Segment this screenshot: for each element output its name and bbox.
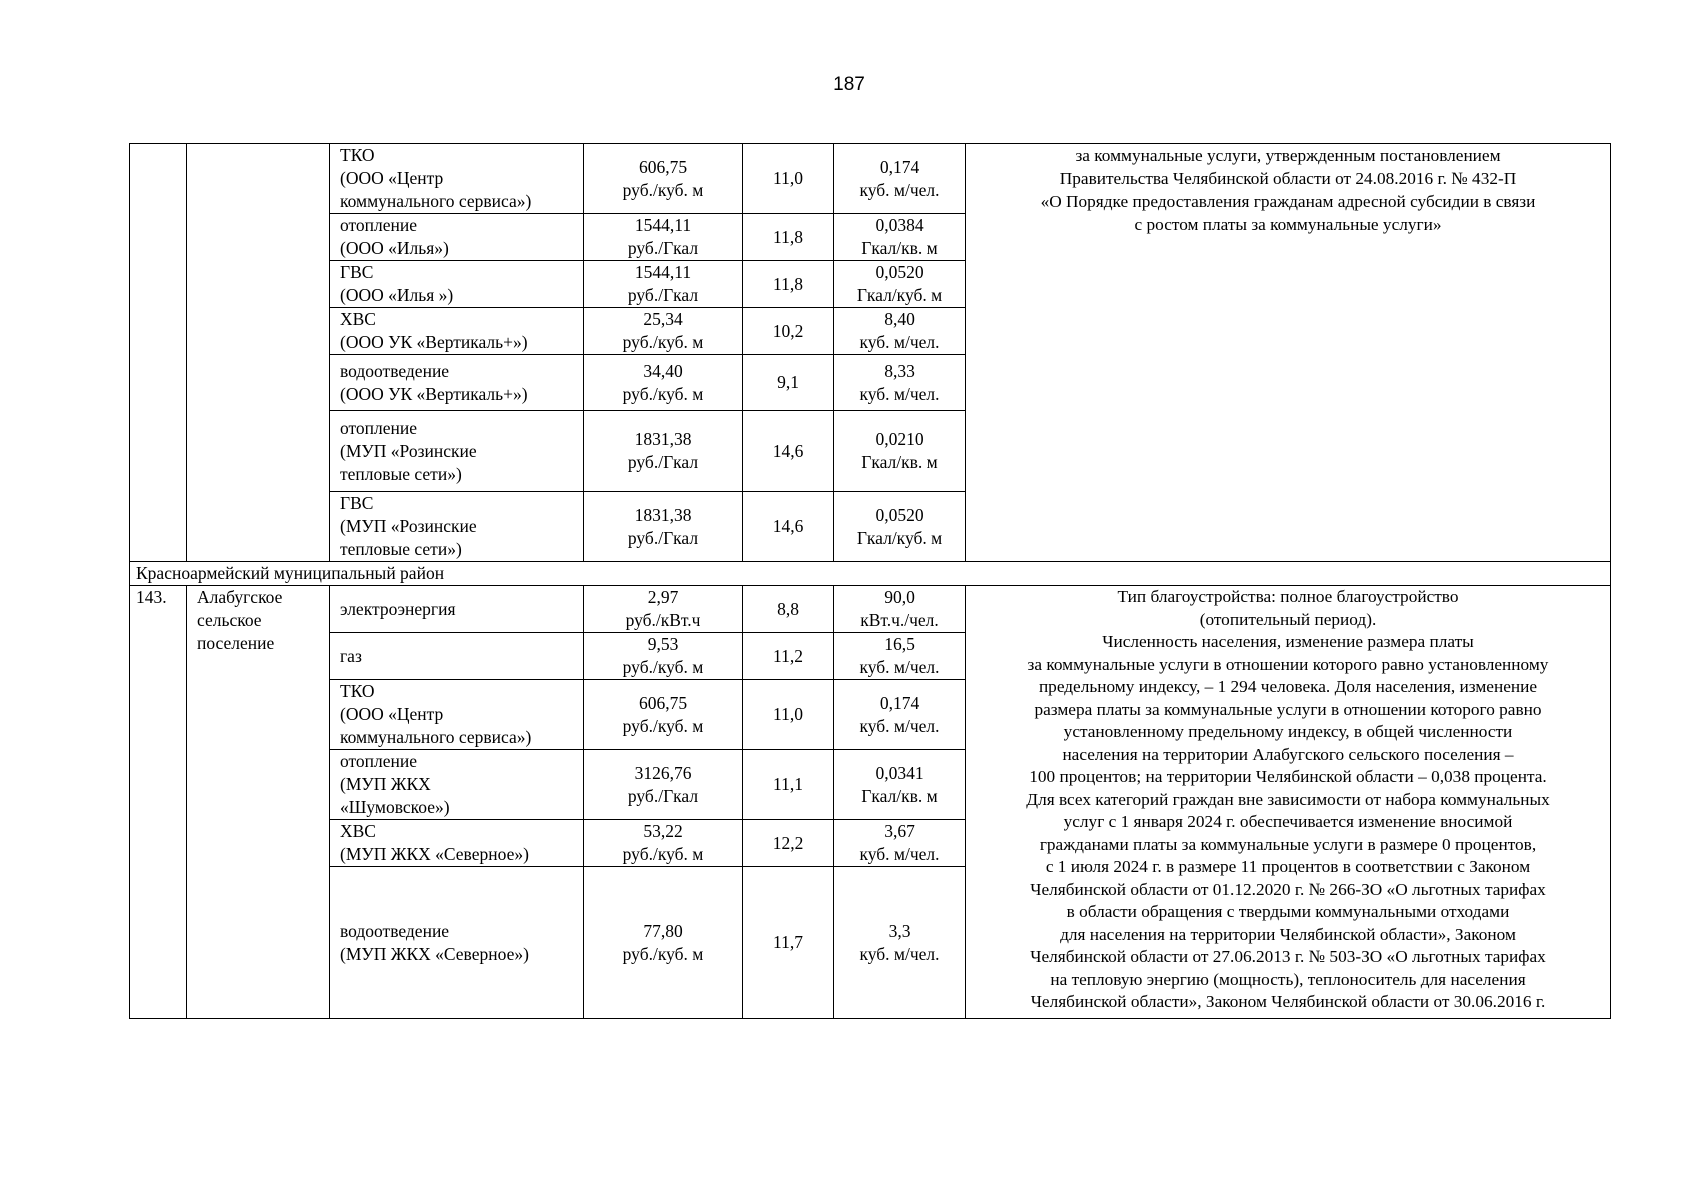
service-cell bbox=[330, 411, 584, 492]
note-line: для населения на территории Челябинской области», Законом bbox=[1060, 924, 1516, 944]
service-line: отопление bbox=[340, 417, 418, 438]
norm-cell bbox=[834, 586, 966, 633]
service-line: (МУП ЖКХ «Северное») bbox=[340, 844, 529, 864]
index-cell: 12,2 bbox=[743, 820, 834, 867]
norm-line: 8,33 bbox=[884, 360, 915, 381]
tariff-line: 1544,11 bbox=[634, 215, 692, 235]
tariff-cell bbox=[584, 492, 743, 562]
index-cell: 14,6 bbox=[743, 492, 834, 562]
service-line: водоотведение bbox=[340, 360, 450, 381]
index-cell: 11,1 bbox=[743, 750, 834, 820]
norm-cell bbox=[834, 355, 966, 411]
norm-line: 0,0210 bbox=[875, 429, 924, 449]
norm-line: 16,5 bbox=[884, 634, 915, 654]
note-line: Численность населения, изменение размера платы bbox=[1102, 632, 1474, 651]
settlement-line: поселение bbox=[197, 633, 275, 653]
note-cell bbox=[966, 586, 1611, 1019]
tariff-line: руб./куб. м bbox=[622, 383, 704, 404]
norm-line: 0,0520 bbox=[875, 504, 924, 525]
page-number: 187 bbox=[833, 74, 865, 95]
note-line: Для всех категорий граждан вне зависимости от набора коммунальных bbox=[1026, 789, 1550, 809]
service-line: газ bbox=[340, 645, 362, 666]
norm-cell bbox=[834, 144, 966, 214]
note-line: Правительства Челябинской области от 24.08.2016 г. № 432-П bbox=[1059, 169, 1517, 188]
note-line: гражданами платы за коммунальные услуги в размере 0 процентов, bbox=[1039, 834, 1537, 854]
service-line: (ООО «Центр bbox=[340, 704, 444, 724]
norm-line: 90,0 bbox=[884, 587, 915, 607]
section-row bbox=[130, 562, 1611, 586]
settlement-cell bbox=[187, 586, 330, 1019]
norm-line: куб. м/чел. bbox=[859, 844, 940, 864]
index-cell: 14,6 bbox=[743, 411, 834, 492]
service-line: ТКО bbox=[340, 145, 375, 165]
norm-line: Гкал/куб. м bbox=[856, 285, 943, 305]
service-line: тепловые сети») bbox=[340, 463, 462, 484]
service-line: (МУП «Розинские bbox=[340, 516, 477, 536]
tariff-line: 77,80 bbox=[643, 920, 683, 941]
service-line: (ООО УК «Вертикаль+») bbox=[340, 383, 528, 404]
service-line: электроэнергия bbox=[340, 598, 456, 619]
tariff-line: 1831,38 bbox=[634, 504, 692, 525]
norm-line: Гкал/кв. м bbox=[861, 785, 938, 806]
norm-line: 0,174 bbox=[879, 692, 920, 713]
norm-line: 3,67 bbox=[884, 821, 915, 841]
service-cell bbox=[330, 308, 584, 355]
tariff-cell bbox=[584, 261, 743, 308]
service-cell bbox=[330, 633, 584, 680]
service-cell bbox=[330, 144, 584, 214]
norm-line: куб. м/чел. bbox=[859, 179, 940, 200]
service-line: ХВС bbox=[340, 309, 376, 329]
norm-cell bbox=[834, 411, 966, 492]
norm-line: 0,0520 bbox=[875, 262, 924, 282]
index-cell: 11,8 bbox=[743, 261, 834, 308]
index-cell: 11,7 bbox=[743, 867, 834, 1019]
norm-cell bbox=[834, 820, 966, 867]
tariff-line: 2,97 bbox=[647, 587, 679, 607]
service-cell bbox=[330, 261, 584, 308]
tariff-cell bbox=[584, 308, 743, 355]
tariff-line: 34,40 bbox=[643, 360, 683, 381]
note-line: Челябинской области от 01.12.2020 г. № 266-ЗО «О льготных тарифах bbox=[1030, 879, 1546, 899]
tariff-cell bbox=[584, 680, 743, 750]
service-line: отопление bbox=[340, 215, 418, 235]
settlement-line: Алабугское bbox=[197, 587, 283, 607]
index-cell: 8,8 bbox=[743, 586, 834, 633]
index-cell: 11,0 bbox=[743, 680, 834, 750]
norm-line: куб. м/чел. bbox=[859, 383, 940, 404]
norm-cell bbox=[834, 214, 966, 261]
tariff-cell bbox=[584, 633, 743, 680]
tariff-line: 25,34 bbox=[643, 309, 683, 329]
note-line: Челябинской области от 27.06.2013 г. № 503-ЗО «О льготных тарифах bbox=[1030, 947, 1546, 966]
service-line: коммунального сервиса») bbox=[340, 727, 532, 747]
norm-line: куб. м/чел. bbox=[859, 715, 940, 736]
tariff-line: руб./Гкал bbox=[627, 238, 699, 258]
tariff-line: руб./Гкал bbox=[627, 785, 699, 806]
norm-line: Гкал/куб. м bbox=[856, 527, 943, 548]
tariff-line: 53,22 bbox=[643, 821, 683, 841]
service-cell bbox=[330, 867, 584, 1019]
settlement-line: сельское bbox=[197, 610, 262, 630]
service-line: «Шумовское») bbox=[340, 797, 450, 817]
note-line: предельному индексу, – 1 294 человека. Доля населения, изменение bbox=[1038, 677, 1538, 696]
norm-line: Гкал/кв. м bbox=[861, 238, 938, 258]
note-line: (отопительный период). bbox=[1199, 609, 1377, 629]
note-line: Челябинской области», Законом Челябинской области от 30.06.2016 г. bbox=[1030, 992, 1546, 1011]
norm-cell bbox=[834, 633, 966, 680]
service-cell bbox=[330, 750, 584, 820]
norm-line: кВт.ч./чел. bbox=[860, 610, 939, 630]
norm-line: 3,3 bbox=[888, 920, 911, 941]
note-line: «О Порядке предоставления гражданам адресной субсидии в связи bbox=[1040, 192, 1536, 211]
tariff-line: руб./куб. м bbox=[622, 844, 704, 864]
service-line: отопление bbox=[340, 751, 418, 771]
service-line: (МУП ЖКХ «Северное») bbox=[340, 943, 529, 964]
note-line: услуг с 1 января 2024 г. обеспечивается изменение вносимой bbox=[1063, 812, 1513, 831]
tariff-cell bbox=[584, 411, 743, 492]
tariff-line: руб./кВт.ч bbox=[625, 610, 701, 630]
norm-line: Гкал/кв. м bbox=[861, 452, 938, 472]
service-cell bbox=[330, 492, 584, 562]
tariff-cell bbox=[584, 820, 743, 867]
tariff-line: 9,53 bbox=[647, 634, 679, 654]
note-line: 100 процентов; на территории Челябинской области – 0,038 процента. bbox=[1029, 767, 1547, 786]
service-cell bbox=[330, 214, 584, 261]
tariff-cell bbox=[584, 214, 743, 261]
tariff-line: руб./куб. м bbox=[622, 332, 704, 352]
tariff-cell bbox=[584, 355, 743, 411]
service-line: ТКО bbox=[340, 681, 375, 701]
norm-line: 8,40 bbox=[884, 309, 915, 329]
note-line: за коммунальные услуги в отношении которого равно установленному bbox=[1027, 654, 1549, 674]
service-line: (МУП «Розинские bbox=[340, 440, 477, 461]
tariff-line: руб./куб. м bbox=[622, 715, 704, 736]
norm-cell bbox=[834, 867, 966, 1019]
tariff-cell bbox=[584, 750, 743, 820]
tariff-line: руб./Гкал bbox=[627, 452, 699, 472]
note-cell bbox=[966, 144, 1611, 562]
tariff-cell bbox=[584, 867, 743, 1019]
tariff-line: руб./Гкал bbox=[627, 527, 699, 548]
service-line: (ООО «Илья ») bbox=[340, 285, 454, 305]
tariff-line: руб./Гкал bbox=[627, 285, 699, 305]
index-cell: 9,1 bbox=[743, 355, 834, 411]
index-cell: 11,0 bbox=[743, 144, 834, 214]
number-cell bbox=[130, 144, 187, 562]
norm-cell bbox=[834, 261, 966, 308]
service-line: ХВС bbox=[340, 821, 376, 841]
service-line: (ООО УК «Вертикаль+») bbox=[340, 332, 528, 352]
tariff-line: 606,75 bbox=[638, 156, 688, 177]
norm-line: 0,0341 bbox=[875, 762, 924, 783]
norm-line: куб. м/чел. bbox=[859, 657, 940, 677]
note-line: Тип благоустройства: полное благоустройство bbox=[1117, 587, 1459, 606]
norm-line: 0,0384 bbox=[875, 215, 924, 235]
service-line: коммунального сервиса») bbox=[340, 191, 532, 211]
section-title: Красноармейский муниципальный район bbox=[130, 562, 1611, 586]
norm-cell bbox=[834, 492, 966, 562]
settlement-cell bbox=[187, 144, 330, 562]
tariff-line: 1544,11 bbox=[634, 262, 692, 282]
table-row bbox=[130, 144, 1611, 214]
service-line: ГВС bbox=[340, 262, 374, 282]
index-cell: 11,8 bbox=[743, 214, 834, 261]
number-cell: 143. bbox=[130, 586, 187, 1019]
norm-cell bbox=[834, 308, 966, 355]
service-line: водоотведение bbox=[340, 920, 450, 941]
norm-cell bbox=[834, 750, 966, 820]
tariff-line: руб./куб. м bbox=[622, 943, 704, 964]
note-line: населения на территории Алабугского сельского поселения – bbox=[1062, 744, 1514, 764]
note-line: с 1 июля 2024 г. в размере 11 процентов в соответствии с Законом bbox=[1045, 857, 1531, 876]
service-line: (ООО «Центр bbox=[340, 168, 444, 188]
note-line: размера платы за коммунальные услуги в отношении которого равно bbox=[1034, 699, 1542, 719]
tariff-line: 1831,38 bbox=[634, 429, 692, 449]
tariff-line: руб./куб. м bbox=[622, 657, 704, 677]
note-line: установленному предельному индексу, в общей численности bbox=[1063, 722, 1513, 741]
service-line: ГВС bbox=[340, 493, 374, 513]
service-line: (МУП ЖКХ bbox=[340, 774, 431, 794]
service-cell bbox=[330, 355, 584, 411]
tariff-line: 606,75 bbox=[638, 692, 688, 713]
note-line: с ростом платы за коммунальные услуги» bbox=[1134, 215, 1442, 234]
norm-cell bbox=[834, 680, 966, 750]
tariff-line: 3126,76 bbox=[634, 762, 692, 783]
service-cell bbox=[330, 586, 584, 633]
service-line: (ООО «Илья») bbox=[340, 238, 449, 258]
service-cell bbox=[330, 820, 584, 867]
tariff-cell bbox=[584, 144, 743, 214]
norm-line: куб. м/чел. bbox=[859, 943, 940, 964]
index-cell: 10,2 bbox=[743, 308, 834, 355]
tariff-table bbox=[129, 143, 1611, 1019]
note-line: за коммунальные услуги, утвержденным постановлением bbox=[1075, 146, 1501, 165]
note-line: на тепловую энергию (мощность), теплоноситель для населения bbox=[1050, 969, 1526, 989]
index-cell: 11,2 bbox=[743, 633, 834, 680]
tariff-line: руб./куб. м bbox=[622, 179, 704, 200]
norm-line: 0,174 bbox=[879, 156, 920, 177]
tariff-cell bbox=[584, 586, 743, 633]
table-row bbox=[130, 586, 1611, 633]
norm-line: куб. м/чел. bbox=[859, 332, 940, 352]
service-line: тепловые сети») bbox=[340, 539, 462, 559]
note-line: в области обращения с твердыми коммунальными отходами bbox=[1066, 902, 1510, 921]
service-cell bbox=[330, 680, 584, 750]
